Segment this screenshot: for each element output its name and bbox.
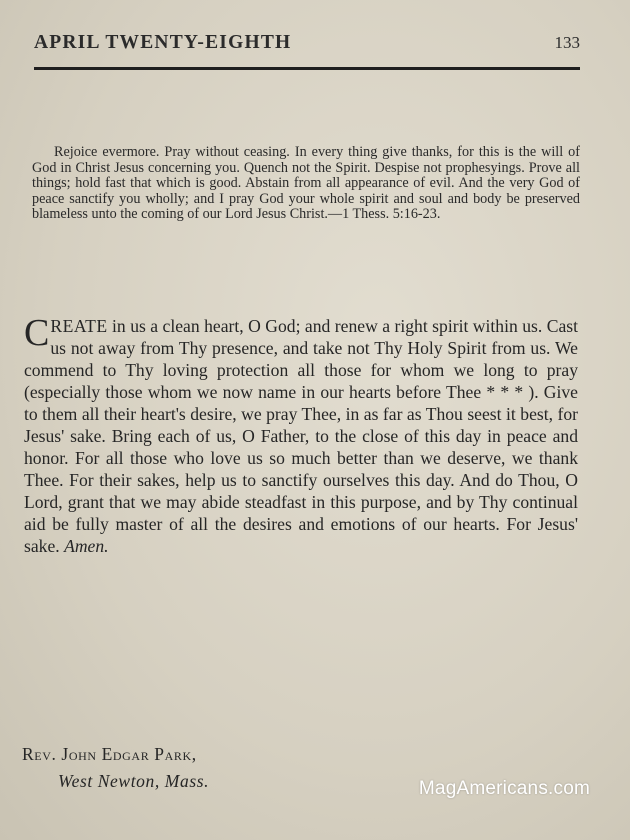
- author-name: Rev. John Edgar Park,: [22, 744, 197, 764]
- author-location: West Newton, Mass.: [58, 771, 210, 791]
- prayer-text: [24, 312, 578, 557]
- scripture-text: Rejoice evermore. Pray without ceasing. In every thing give thanks, for this is the will of God in Christ Jesus concerning you. Quench not the Spirit. Despise not prophesyings. Prove all things; hold fast that which is good. Abstain from all appearance of evil. And the very God of peace sanctify you wholly; and I pray God your whole spirit and soul and body be preserved blameless unto the coming of our Lord Jesus Christ.—1 Thess. 5:16-23.: [32, 144, 580, 223]
- prayer-amen: Amen.: [64, 536, 109, 556]
- page-number: 133: [554, 33, 580, 52]
- signature-block: [22, 744, 422, 792]
- watermark: MagAmericans.com: [418, 778, 590, 799]
- scripture-passage: [32, 145, 580, 223]
- prayer-first-word: REATE: [50, 316, 108, 336]
- prayer-body: in us a clean heart, O God; and renew a right spirit within us. Cast us not away from Thy presence, and take not Thy Holy Spirit from us. We commend to Thy loving protection all those for whom we long to pray (especially those whom we now name in our hearts before Thee * * * ). Give to them all their heart's desire, we pray Thee, in as far as Thou seest it best, for Jesus' sake. Bring each of us, O Father, to the close of this day in peace and honor. For all those who love us so much better than we deserve, we thank Thee. For their sakes, help us to sanctify ourselves this day. And do Thou, O Lord, grant that we may abide steadfast in this purpose, and by Thy continual aid be fully master of all the desires and emotions of our hearts. For Jesus' sake.: [24, 316, 578, 556]
- running-head: APRIL TWENTY-EIGHTH: [34, 32, 292, 53]
- drop-cap: C: [24, 312, 50, 354]
- page-header: [34, 32, 580, 60]
- header-rule: [34, 67, 580, 70]
